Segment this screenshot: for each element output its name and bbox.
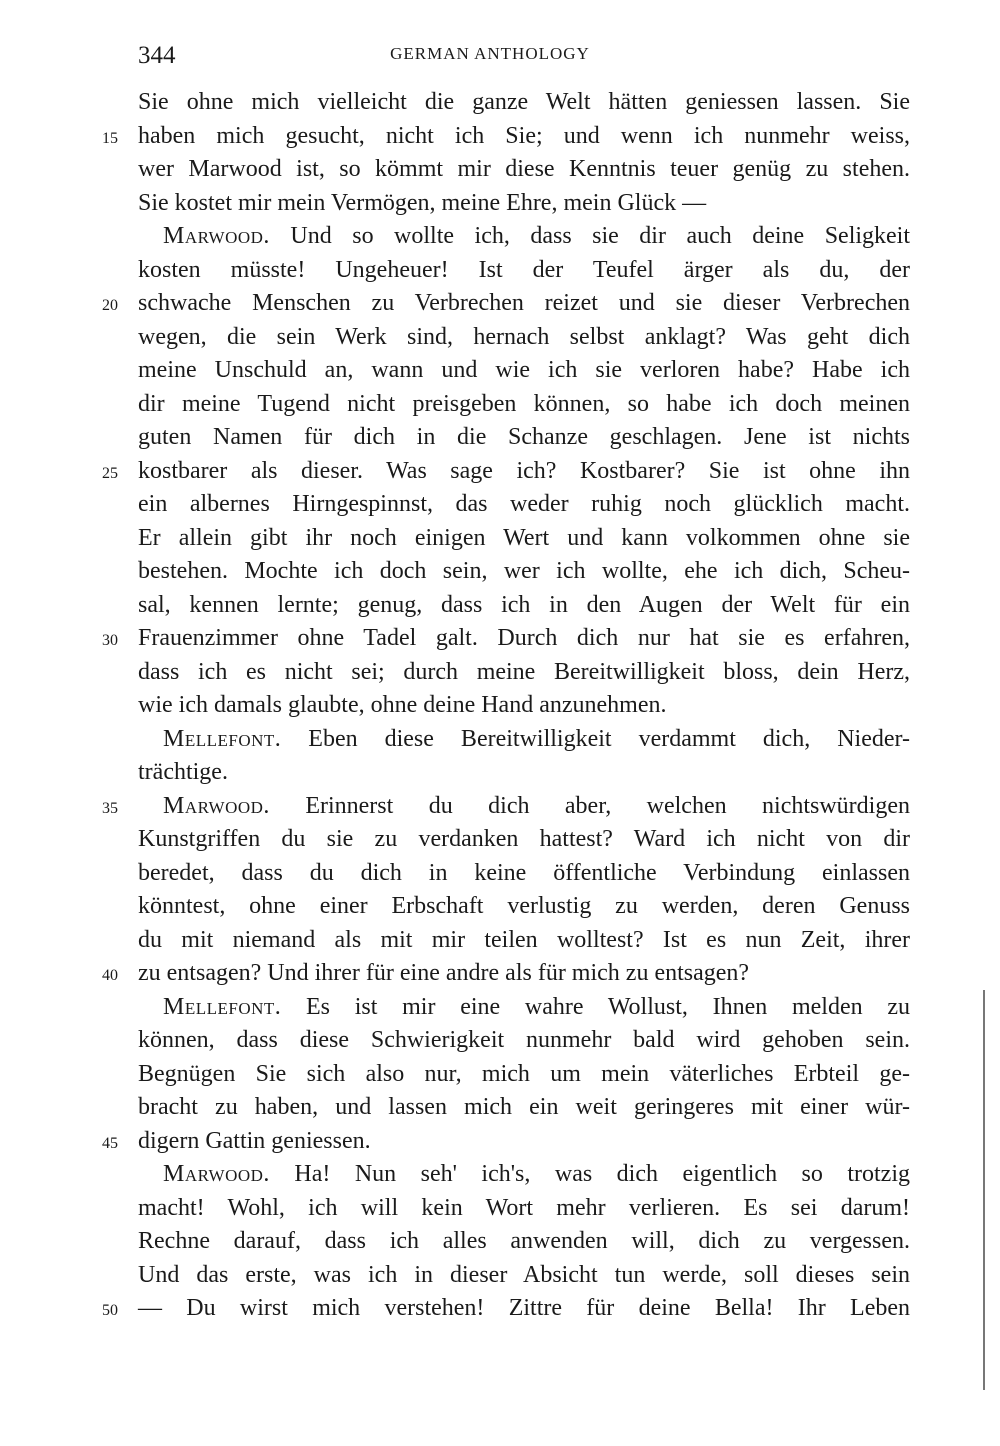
line-text: Sie kostet mir mein Vermögen, meine Ehre, mein Glück — xyxy=(138,189,707,216)
running-title: GERMAN ANTHOLOGY xyxy=(390,44,590,63)
text-line xyxy=(138,1259,910,1293)
line-text: trächtige. xyxy=(138,759,228,785)
text-line xyxy=(138,86,910,120)
line-number: 35 xyxy=(102,799,118,817)
line-text: du mit niemand als mit mir teilen wolltest? Ist es nun Zeit, ihrer xyxy=(138,926,910,953)
line-text: wegen, die sein Werk sind, hernach selbst anklagt? Was geht dich xyxy=(138,323,910,350)
line-text: Und so wollte ich, dass sie dir auch deine Seligkeit xyxy=(290,223,911,249)
line-text: könntest, ohne einer Erbschaft verlustig zu werden, deren Genuss xyxy=(138,893,910,919)
line-text: haben mich gesucht, nicht ich Sie; und wenn ich nunmehr weiss, xyxy=(138,122,910,149)
line-text: Ha! Nun seh' ich's, was dich eigentlich so trotzig xyxy=(294,1161,910,1187)
text-line xyxy=(102,622,910,656)
text-line xyxy=(138,187,910,221)
line-text: Es ist mir eine wahre Wollust, Ihnen melden zu xyxy=(306,993,911,1020)
line-text: können, dass diese Schwierigkeit nunmehr bald wird gehoben sein. xyxy=(138,1027,910,1053)
line-number: 15 xyxy=(102,129,118,147)
text-line xyxy=(138,589,910,623)
line-text: ein albernes Hirngespinnst, das weder ruhig noch glücklich macht. xyxy=(138,491,910,517)
line-text: kostbarer als dieser. Was sage ich? Kostbarer? Sie ist ohne ihn xyxy=(138,457,910,484)
line-number: 45 xyxy=(102,1134,118,1152)
text-line xyxy=(138,555,910,589)
text-line xyxy=(102,120,910,154)
text-line xyxy=(138,689,910,723)
text-line xyxy=(138,756,910,790)
text-line xyxy=(138,1192,910,1226)
line-number: 25 xyxy=(102,464,118,482)
speaker-name: Mellefont. xyxy=(163,725,282,752)
text-line xyxy=(102,455,910,489)
line-text: Erinnerst du dich aber, welchen nichtswürdigen xyxy=(305,792,910,819)
scan-edge-line xyxy=(983,990,985,1390)
text-line xyxy=(102,1125,910,1159)
line-text: Rechne darauf, dass ich alles anwenden will, dich zu vergessen. xyxy=(138,1228,910,1254)
line-number: 20 xyxy=(102,297,118,314)
line-text: beredet, dass du dich in keine öffentliche Verbindung einlassen xyxy=(138,859,910,886)
line-text: sal, kennen lernte; genug, dass ich in den Augen der Welt für ein xyxy=(138,591,910,618)
line-number: 50 xyxy=(102,1302,118,1319)
body-text xyxy=(102,86,911,1326)
text-line xyxy=(138,522,910,556)
text-line xyxy=(138,890,910,924)
text-line xyxy=(102,287,910,321)
text-line xyxy=(138,421,910,455)
line-text: Begnügen Sie sich also nur, mich um mein väterliches Erbteil ge- xyxy=(138,1060,910,1087)
text-line xyxy=(138,354,910,388)
text-line xyxy=(138,991,910,1025)
text-line xyxy=(138,924,910,958)
line-text: zu entsagen? Und ihrer für eine andre als für mich zu entsagen? xyxy=(138,960,750,986)
line-text: — Du wirst mich verstehen! Zittre für deine Bella! Ihr Leben xyxy=(138,1295,910,1321)
text-line xyxy=(138,1058,910,1092)
text-line xyxy=(138,488,910,522)
line-text: bracht zu haben, und lassen mich ein weit geringeres mit einer wür- xyxy=(138,1094,910,1120)
line-text: Frauenzimmer ohne Tadel galt. Durch dich nur hat sie es erfahren, xyxy=(138,625,910,651)
text-line xyxy=(138,823,910,857)
speaker-name: Mellefont. xyxy=(163,993,282,1020)
line-text: dir meine Tugend nicht preisgeben können, so habe ich doch meinen xyxy=(138,390,910,417)
line-text: schwache Menschen zu Verbrechen reizet und sie dieser Verbrechen xyxy=(138,290,910,316)
line-text: macht! Wohl, ich will kein Wort mehr verlieren. Es sei darum! xyxy=(138,1194,910,1221)
text-line xyxy=(138,321,910,355)
text-line xyxy=(138,1225,910,1259)
line-text: Sie ohne mich vielleicht die ganze Welt hätten geniessen lassen. Sie xyxy=(138,89,910,115)
text-line xyxy=(138,254,910,288)
line-text: bestehen. Mochte ich doch sein, wer ich wollte, ehe ich dich, Scheu- xyxy=(138,558,910,584)
speaker-name: Marwood. xyxy=(163,223,270,249)
text-line xyxy=(138,723,910,757)
text-line xyxy=(102,957,910,991)
line-number: 40 xyxy=(102,967,118,984)
speaker-name: Marwood. xyxy=(163,792,270,819)
line-text: Eben diese Bereitwilligkeit verdammt dich, Nieder- xyxy=(308,725,911,752)
text-line xyxy=(138,656,910,690)
line-text: meine Unschuld an, wann und wie ich sie verloren habe? Habe ich xyxy=(138,357,910,383)
text-line xyxy=(102,1292,910,1326)
line-text: digern Gattin geniessen. xyxy=(138,1127,371,1154)
text-line xyxy=(138,153,910,187)
text-line xyxy=(102,790,910,824)
text-line xyxy=(138,1091,910,1125)
speaker-name: Marwood. xyxy=(163,1161,270,1187)
page-number: 344 xyxy=(138,42,176,69)
line-text: Und das erste, was ich in dieser Absicht tun werde, soll dieses sein xyxy=(138,1261,910,1288)
line-text: kosten müsste! Ungeheuer! Ist der Teufel ärger als du, der xyxy=(138,256,910,283)
text-line xyxy=(138,220,910,254)
text-line xyxy=(138,857,910,891)
line-text: Kunstgriffen du sie zu verdanken hattest? Ward ich nicht von dir xyxy=(138,826,910,852)
line-text: wer Marwood ist, so kömmt mir diese Kenntnis teuer genüg zu stehen. xyxy=(138,156,910,182)
text-line xyxy=(138,1158,910,1192)
line-text: wie ich damals glaubte, ohne deine Hand anzunehmen. xyxy=(138,692,667,718)
text-line xyxy=(138,388,910,422)
line-text: dass ich es nicht sei; durch meine Bereitwilligkeit bloss, dein Herz, xyxy=(138,658,910,685)
line-text: guten Namen für dich in die Schanze geschlagen. Jene ist nichts xyxy=(138,424,910,450)
text-line xyxy=(138,1024,910,1058)
line-text: Er allein gibt ihr noch einigen Wert und kann volkommen ohne sie xyxy=(138,524,910,551)
line-number: 30 xyxy=(102,632,118,649)
